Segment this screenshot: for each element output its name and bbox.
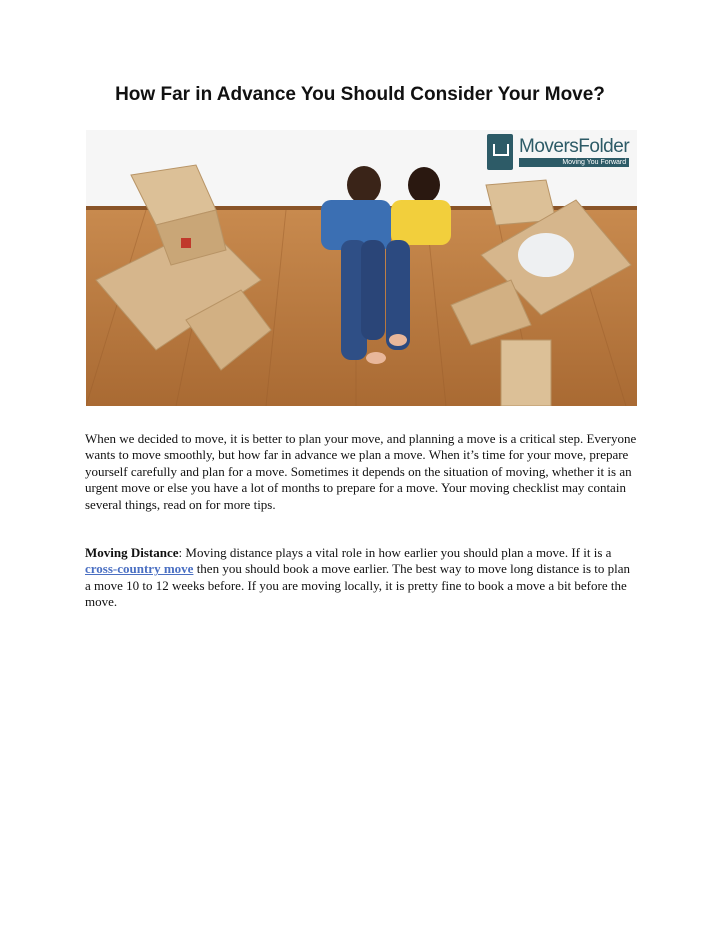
intro-paragraph: When we decided to move, it is better to plan your move, and planning a move is a critical step. Everyone wants to move smoothly, but how far in advance we plan a move. When it’s time for your move, prepare yourself carefully and plan for a move. Sometimes it depends on the situation of moving, whether it is an urgent move or else you have a lot of months to prepare for a move. Your moving checklist may contain several things, read on for more tips. [85, 431, 637, 512]
moversfolder-logo [487, 132, 635, 172]
house-folder-icon [487, 134, 513, 170]
logo-name: MoversFolder [519, 136, 630, 157]
moving-distance-paragraph [85, 545, 637, 611]
hero-image [86, 130, 637, 406]
section-heading: Moving Distance [85, 545, 179, 560]
cross-country-move-link[interactable]: cross-country move [85, 561, 194, 577]
section-text-before-link: : Moving distance plays a vital role in how earlier you should plan a move. If it is a [178, 545, 612, 560]
page-title: How Far in Advance You Should Consider Your Move? [115, 84, 605, 105]
section-text-after-link: then you should book a move earlier. The best way to move long distance is to plan a move 10 to 12 weeks before. If you are moving locally, it is pretty fine to book a move a bit before the move. [85, 561, 631, 610]
logo-tagline: Moving You Forward [519, 158, 629, 167]
